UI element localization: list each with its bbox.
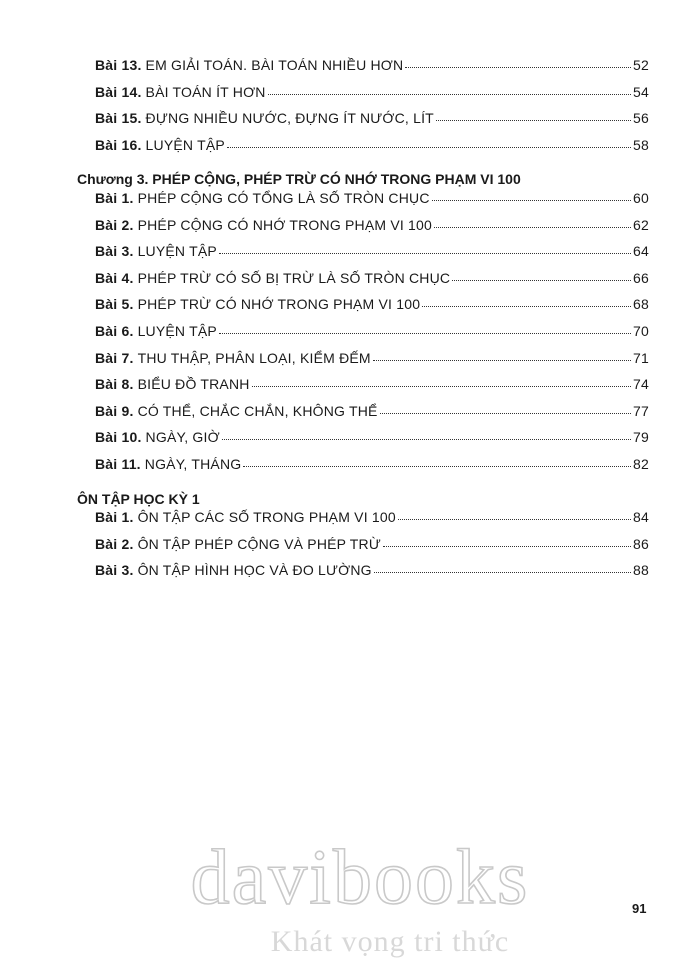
lesson-number: Bài 13. <box>95 57 142 73</box>
lesson-number: Bài 4. <box>95 269 134 286</box>
lesson-page: 68 <box>633 296 649 313</box>
lesson-title: EM GIẢI TOÁN. BÀI TOÁN NHIỀU HƠN <box>145 57 404 73</box>
lesson-title: LUYỆN TẬP <box>145 136 225 153</box>
lesson-page: 64 <box>633 243 649 260</box>
lesson-title: PHÉP CỘNG CÓ TỔNG LÀ SỐ TRÒN CHỤC <box>137 190 430 206</box>
dot-leader <box>452 279 631 281</box>
lesson-page: 52 <box>633 57 649 73</box>
lesson-title: BÀI TOÁN ÍT HƠN <box>145 83 266 100</box>
section-heading: Chương 3. PHÉP CỘNG, PHÉP TRỪ CÓ NHỚ TRONG PHẠM VI 100 <box>77 171 521 188</box>
dot-leader <box>219 332 631 334</box>
dot-leader <box>405 66 631 68</box>
lesson-number: Bài 1. <box>95 190 134 206</box>
lesson-number: Bài 10. <box>95 429 142 446</box>
section-heading: ÔN TẬP HỌC KỲ 1 <box>77 490 200 507</box>
dot-leader <box>432 199 631 201</box>
toc-entry <box>95 376 649 396</box>
toc-entry <box>95 536 649 556</box>
lesson-page: 74 <box>633 376 649 393</box>
dot-leader <box>219 252 631 254</box>
watermark-brand: davibooks <box>190 835 530 920</box>
dot-leader <box>434 226 631 228</box>
lesson-page: 62 <box>633 216 649 233</box>
dot-leader <box>243 465 631 467</box>
dot-leader <box>374 571 631 573</box>
dot-leader <box>222 438 631 440</box>
lesson-title: PHÉP TRỪ CÓ NHỚ TRONG PHẠM VI 100 <box>137 296 421 313</box>
lesson-number: Bài 9. <box>95 402 134 419</box>
lesson-title: BIỂU ĐỒ TRANH <box>137 376 250 393</box>
lesson-title: THU THẬP, PHÂN LOẠI, KIỂM ĐẾM <box>137 349 371 366</box>
lesson-title: CÓ THỂ, CHẮC CHẮN, KHÔNG THỂ <box>137 402 378 419</box>
toc-entry <box>95 270 649 290</box>
lesson-number: Bài 5. <box>95 296 134 313</box>
toc-entry <box>95 110 649 130</box>
lesson-number: Bài 2. <box>95 535 134 552</box>
toc-entry <box>95 217 649 237</box>
toc-entry <box>95 57 649 77</box>
toc-entry <box>95 509 649 529</box>
lesson-number: Bài 1. <box>95 509 134 526</box>
lesson-page: 70 <box>633 323 649 339</box>
dot-leader <box>398 518 631 520</box>
toc-entry <box>95 403 649 423</box>
lesson-page: 54 <box>633 83 649 100</box>
lesson-title: ÔN TẬP HÌNH HỌC VÀ ĐO LƯỜNG <box>137 562 372 579</box>
lesson-title: NGÀY, THÁNG <box>144 456 242 472</box>
watermark-tagline: Khát vọng tri thức <box>270 925 510 958</box>
lesson-number: Bài 2. <box>95 216 134 233</box>
lesson-page: 58 <box>633 136 649 153</box>
lesson-title: LUYỆN TẬP <box>137 243 217 260</box>
page-number: 91 <box>632 901 647 916</box>
lesson-title: PHÉP CỘNG CÓ NHỚ TRONG PHẠM VI 100 <box>137 216 433 233</box>
toc-entry <box>95 562 649 582</box>
dot-leader <box>380 412 631 414</box>
lesson-page: 56 <box>633 110 649 127</box>
toc-entry <box>95 350 649 370</box>
lesson-title: NGÀY, GIỜ <box>145 429 220 446</box>
toc-entry <box>95 456 649 476</box>
toc-entry <box>95 84 649 104</box>
lesson-page: 84 <box>633 509 649 526</box>
toc-entry <box>95 243 649 263</box>
lesson-page: 79 <box>633 429 649 446</box>
toc-entry <box>95 137 649 157</box>
dot-leader <box>252 385 631 387</box>
lesson-title: ĐỰNG NHIỀU NƯỚC, ĐỰNG ÍT NƯỚC, LÍT <box>145 110 434 127</box>
lesson-number: Bài 15. <box>95 110 142 127</box>
toc-entry <box>95 429 649 449</box>
dot-leader <box>373 359 631 361</box>
dot-leader <box>422 305 631 307</box>
dot-leader <box>227 146 631 148</box>
lesson-number: Bài 16. <box>95 136 142 153</box>
lesson-page: 88 <box>633 562 649 579</box>
lesson-page: 86 <box>633 535 649 552</box>
lesson-page: 77 <box>633 402 649 419</box>
lesson-number: Bài 8. <box>95 376 134 393</box>
toc-entry <box>95 190 649 210</box>
lesson-number: Bài 7. <box>95 349 134 366</box>
lesson-number: Bài 3. <box>95 243 134 260</box>
lesson-page: 71 <box>633 349 649 366</box>
dot-leader <box>383 545 631 547</box>
lesson-number: Bài 11. <box>95 456 141 472</box>
watermark-logo <box>150 835 570 965</box>
dot-leader <box>268 93 631 95</box>
lesson-number: Bài 6. <box>95 323 134 339</box>
lesson-page: 60 <box>633 190 649 206</box>
dot-leader <box>436 119 631 121</box>
toc-entry <box>95 323 649 343</box>
lesson-page: 66 <box>633 269 649 286</box>
lesson-number: Bài 3. <box>95 562 134 579</box>
lesson-page: 82 <box>633 456 649 472</box>
lesson-title: LUYỆN TẬP <box>137 323 217 339</box>
lesson-number: Bài 14. <box>95 83 142 100</box>
lesson-title: PHÉP TRỪ CÓ SỐ BỊ TRỪ LÀ SỐ TRÒN CHỤC <box>137 269 451 286</box>
lesson-title: ÔN TẬP PHÉP CỘNG VÀ PHÉP TRỪ <box>137 535 382 552</box>
lesson-title: ÔN TẬP CÁC SỐ TRONG PHẠM VI 100 <box>137 509 396 526</box>
toc-entry <box>95 296 649 316</box>
